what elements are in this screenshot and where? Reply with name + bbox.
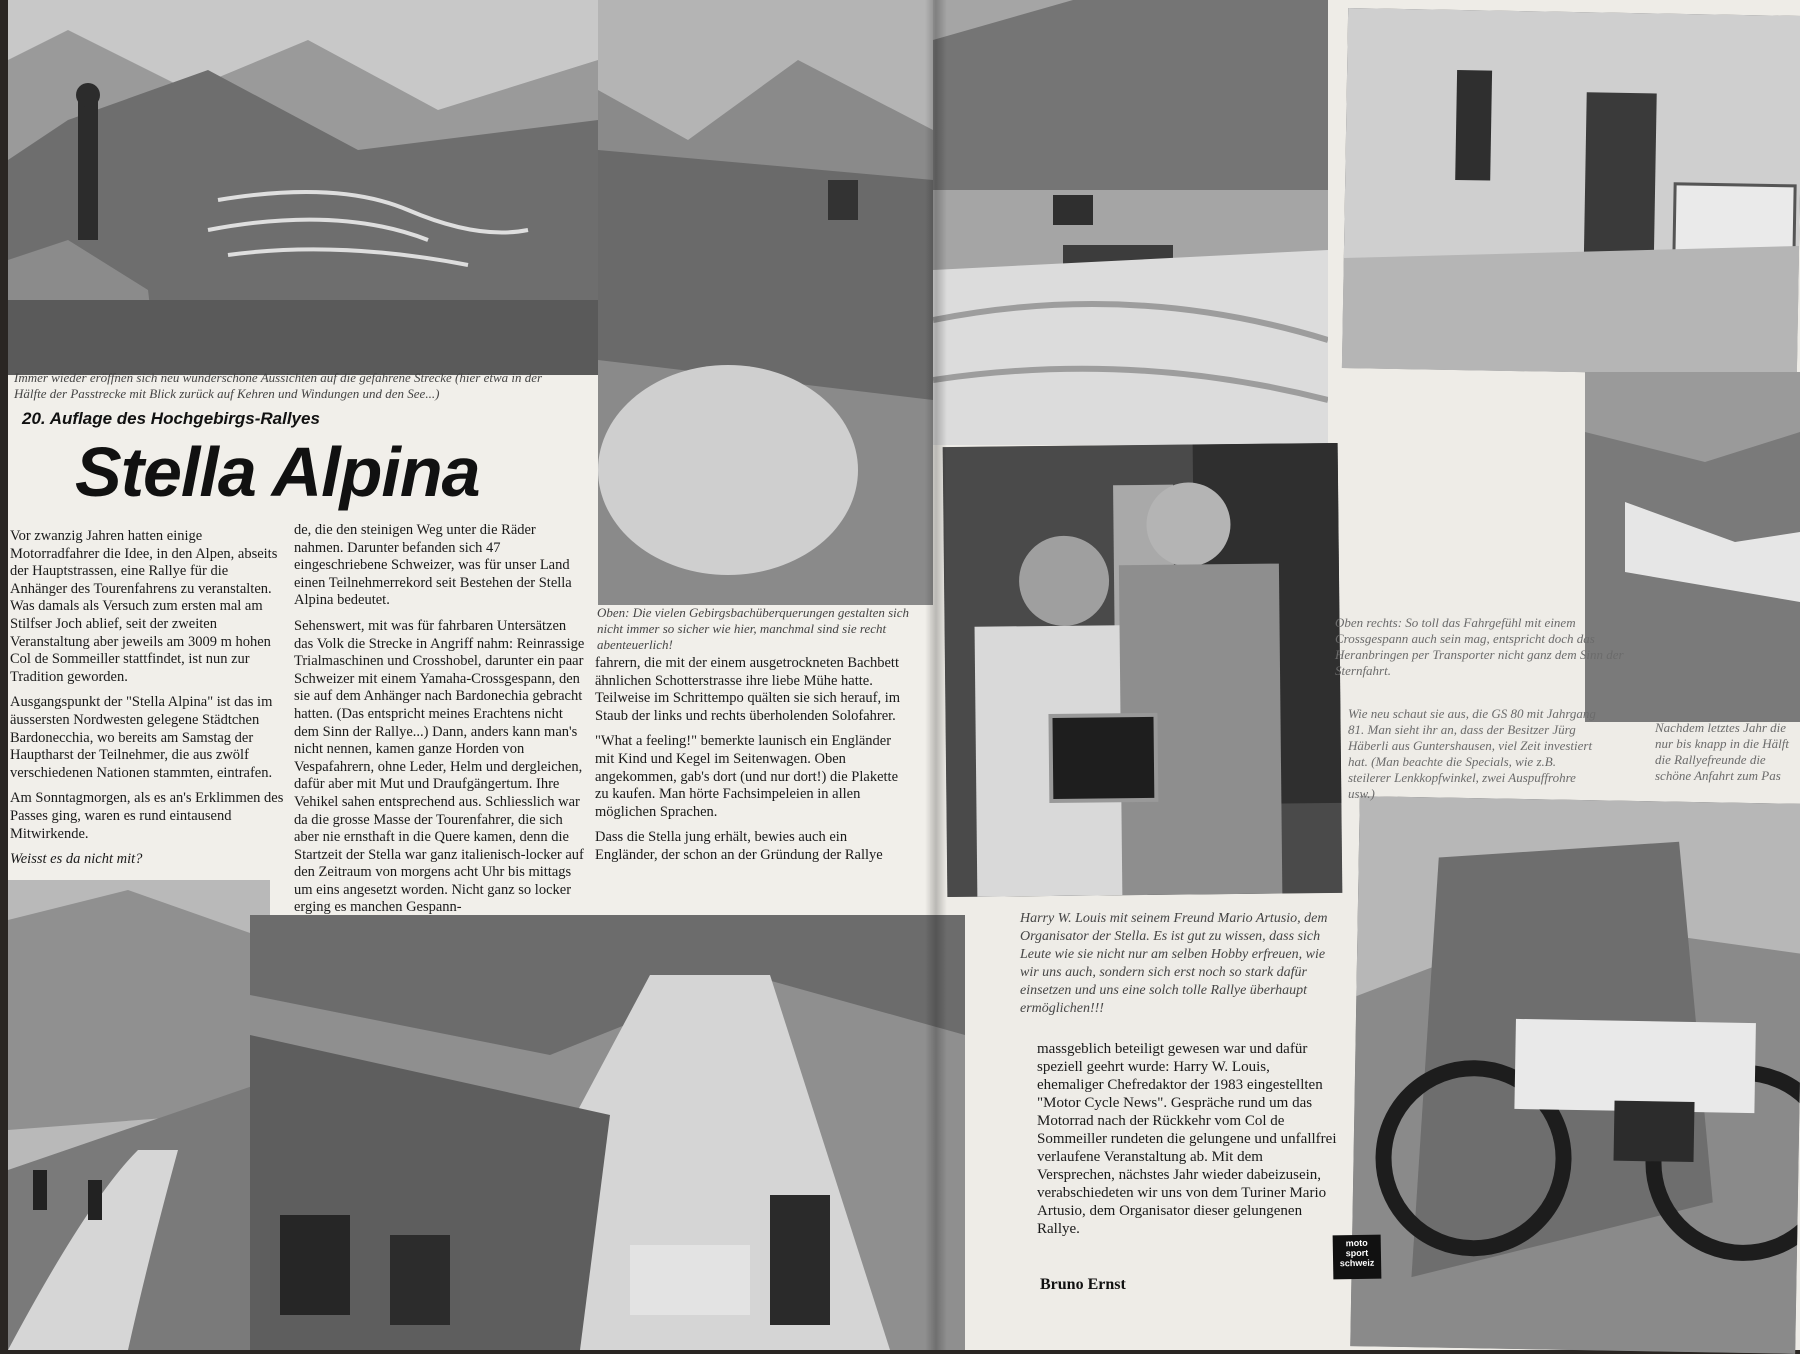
paragraph: Vor zwanzig Jahren hatten einige Motorradfahrer die Idee, in den Alpen, abseits der Hauptstrassen, eine Rallye für die Anhänger des Tourenfahrens zu veranstalten. Was damals als Versuch zum ersten mal am Stilfser Joch ablief, seit der zweiten Veranstaltung aber jeweils am 3009 m hohen Col de Sommeiller stattfindet, ist nun zur Tradition geworden. [10,528,278,685]
paragraph: Weisst es da nicht mit? [10,851,143,868]
motosport-schweiz-logo: moto sport schweiz [1333,1235,1382,1280]
paragraph: de, die den steinigen Weg unter die Räder nahmen. Darunter befanden sich 47 eingeschriebene Schweizer, was für unser Land einen Teilnehmerrekord seit Bestehen der Stella Alpina bedeutet. [294,522,572,609]
article-title: Stella Alpina [75,433,480,511]
article-column-1 [10,528,285,877]
photo-gs80-motorcycle [1350,796,1800,1354]
paragraph: Ausgangspunkt der "Stella Alpina" ist das im äussersten Nordwesten gelegene Städtchen Bardonecchia, wo bereits am Samstag der Hauptharst der Teilnehmer, die aus zwölf verschiedenen Nationen stammten, eintrafen. [10,694,273,781]
photo-sidecar-transporter [1342,8,1800,376]
article-column-3 [595,655,913,873]
paragraph: "What a feeling!" bemerkte launisch ein Engländer mit Kind und Kegel im Seitenwagen. Oben angekommen, gab's dort (und nur dort!) die Plakette zu kaufen. Man hörte Fachsimpeleien in allen möglichen Sprachen. [595,733,899,820]
article-column-2 [294,522,586,925]
caption-far-right: Nachdem letztes Jahr die nur bis knapp in die Hälft die Rallyefreunde die schöne Anfahrt zum Pas [1655,720,1789,783]
article-kicker: 20. Auflage des Hochgebirgs-Rallyes [22,409,320,428]
paragraph: massgeblich beteiligt gewesen war und dafür speziell geehrt wurde: Harry W. Louis, ehemaliger Chefredaktor der 1983 eingestellten "Motor Cycle News". Gespräche rund um das Motorrad nach der Rückkehr vom Col de Sommeiller rundeten die gelungene und unfallfrei verlaufene Veranstaltung ab. Mit dem Versprechen, nächstes Jahr wieder dabeizusein, verabschiedeten wir uns von dem Turiner Mario Artusio, dem Organisator dieser gelungenen Rallye. [1037,1041,1337,1237]
caption-gs80: Wie neu schaut sie aus, die GS 80 mit Jahrgang 81. Man sieht ihr an, dass der Besitzer Jürg Häberli aus Guntershausen, viel Zeit investiert hat. (Man beachte die Specials, wie z.B. steilerer Lenkkopfwinkel, zwei Auspuffrohre usw.) [1348,706,1596,801]
byline: Bruno Ernst [1040,1276,1126,1293]
caption-stream-crossing: Oben: Die vielen Gebirgsbachüberquerungen gestalten sich nicht immer so sicher wie hier, manchmal sind sie recht abenteuerlich! [597,605,910,652]
paragraph: Sehenswert, mit was für fahrbaren Untersätzen das Volk die Strecke in Angriff nahm: Reinrassige Trialmaschinen und Crosshobel, darunter ein paar Schweizer mit einem Yamaha-Crossgespann, den sie auf dem Anhänger nach Bardonechia gebracht hatten. (Das entspricht meines Erachtens nicht dem Sinn der Rallye...) Dann, anders kann man's nicht nennen, kamen ganze Horden von Vespafahrern, ohne Leder, Helm und dergleichen, dafür aber mit Mut und Draufgängertum. Ihre Vehikel sahen entsprechend aus. Schliesslich war da die grosse Masse der Tourenfahrer, die sich aber nie ernsthaft in die Quere kamen, denn die Startzeit der Stella war ganz italienisch-locker auf den Zeitraum von morgens acht Uhr bis mittags um eins angesetzt worden. Nicht ganz so locker erging es manchen Gespann- [294,617,585,916]
photo-serpentine-view [8,0,598,375]
photo-harry-mario [943,443,1343,897]
caption-top-left: Immer wieder eröffnen sich neu wunderschöne Aussichten auf die gefahrene Strecke (hier etwa in der Hälfte der Passtrecke mit Blick zurück auf Kehren und Windungen und den See...) [14,370,543,401]
paragraph: fahrern, die mit der einem ausgetrockneten Bachbett ähnlichen Schotterstrasse ihre liebe Mühe hatte. Teilweise im Schrittempo quälten sie sich herauf, im Staub der links und rechts überholenden Solofahrer. [595,655,901,724]
photo-valley-riders [8,880,270,1350]
paragraph: Dass die Stella jung erhält, bewies auch ein Engländer, der schon an der Gründung der Rallye [595,829,883,863]
article-column-4 [1037,1040,1337,1246]
caption-harry-mario: Harry W. Louis mit seinem Freund Mario Artusio, dem Organisator der Stella. Es ist gut zu wissen, dass sich Leute wie sie nicht nur am selben Hobby erfreuen, wie wir uns auch, sondern sich erst noch so stark dafür einsetzen und uns eine solch tolle Rallye überhaupt ermöglichen!!! [1020,911,1328,1016]
caption-oben-rechts: Oben rechts: So toll das Fahrgefühl mit einem Crossgespann auch sein mag, entspricht doch das Heranbringen per Transporter nicht ganz dem Sinn der Sternfahrt. [1335,615,1624,678]
page-fold [925,0,947,1350]
photo-bridge-river [933,0,1328,445]
photo-gravel-road-group [250,915,965,1350]
paragraph: Am Sonntagmorgen, als es an's Erklimmen des Passes ging, waren es rund eintausend Mitwirkende. [10,790,284,842]
photo-stream-crossing [598,0,933,605]
